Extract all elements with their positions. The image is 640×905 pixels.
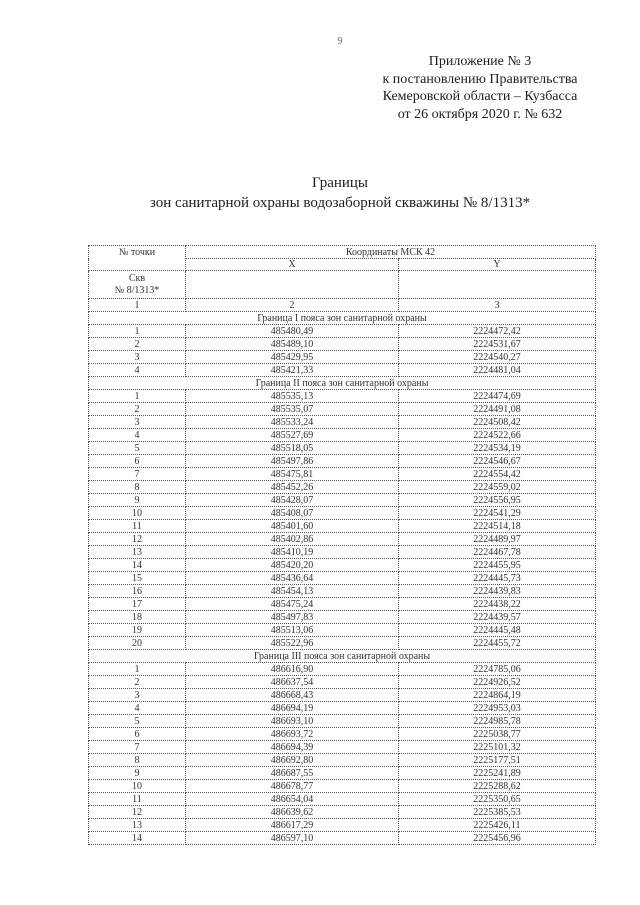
x-coordinate-cell: 486616,90 xyxy=(186,663,399,676)
table-row xyxy=(89,325,596,338)
column-number: 3 xyxy=(399,299,596,312)
x-coordinate-cell: 485535,13 xyxy=(186,390,399,403)
y-coordinate-cell: 2224445,48 xyxy=(399,624,596,637)
x-coordinate-cell: 486687,55 xyxy=(186,767,399,780)
x-coordinate-cell: 486637,54 xyxy=(186,676,399,689)
y-coordinate-cell: 2225241,89 xyxy=(399,767,596,780)
y-coordinate-cell: 2224439,57 xyxy=(399,611,596,624)
table-row xyxy=(89,481,596,494)
point-number-cell: 11 xyxy=(89,520,186,533)
y-coordinate-cell: 2224455,72 xyxy=(399,637,596,650)
y-coordinate-cell: 2224489,97 xyxy=(399,533,596,546)
x-coordinate-cell: 485401,60 xyxy=(186,520,399,533)
y-coordinate-cell: 2224439,83 xyxy=(399,585,596,598)
x-coordinate-cell: 486668,43 xyxy=(186,689,399,702)
table-row xyxy=(89,546,596,559)
x-coordinate-cell: 486692,80 xyxy=(186,754,399,767)
y-coordinate-cell: 2224926,52 xyxy=(399,676,596,689)
x-coordinate-cell: 486694,39 xyxy=(186,741,399,754)
table-row xyxy=(89,351,596,364)
x-coordinate-cell: 485475,24 xyxy=(186,598,399,611)
y-coordinate-cell: 2224445,73 xyxy=(399,572,596,585)
table-header-row xyxy=(89,246,596,259)
empty-cell xyxy=(399,271,596,299)
empty-cell xyxy=(186,271,399,299)
y-coordinate-cell: 2224481,04 xyxy=(399,364,596,377)
x-coordinate-cell: 485452,26 xyxy=(186,481,399,494)
table-row xyxy=(89,390,596,403)
y-coordinate-cell: 2224534,19 xyxy=(399,442,596,455)
table-row xyxy=(89,494,596,507)
point-number-cell: 6 xyxy=(89,728,186,741)
coordinates-table xyxy=(88,245,596,845)
point-number-cell: 9 xyxy=(89,767,186,780)
point-number-cell: 2 xyxy=(89,676,186,689)
point-number-cell: 9 xyxy=(89,494,186,507)
x-coordinate-cell: 485429,95 xyxy=(186,351,399,364)
section-title: Граница III пояса зон санитарной охраны xyxy=(89,650,596,663)
y-coordinate-cell: 2224540,27 xyxy=(399,351,596,364)
well-row xyxy=(89,271,596,299)
point-number-cell: 5 xyxy=(89,715,186,728)
appendix-header xyxy=(360,53,600,123)
table-row xyxy=(89,806,596,819)
x-coordinate-cell: 485408,07 xyxy=(186,507,399,520)
point-number-cell: 11 xyxy=(89,793,186,806)
table-row xyxy=(89,780,596,793)
column-number: 2 xyxy=(186,299,399,312)
document-title xyxy=(90,173,590,213)
point-number-cell: 16 xyxy=(89,585,186,598)
table-row xyxy=(89,819,596,832)
table-row xyxy=(89,767,596,780)
section-header-row xyxy=(89,650,596,663)
title-line: зон санитарной охраны водозаборной скважины № 8/1313* xyxy=(149,195,531,211)
point-number-cell: 3 xyxy=(89,416,186,429)
table-row xyxy=(89,364,596,377)
point-number-cell: 17 xyxy=(89,598,186,611)
y-header: Y xyxy=(399,259,596,271)
y-coordinate-cell: 2225350,65 xyxy=(399,793,596,806)
y-coordinate-cell: 2225101,32 xyxy=(399,741,596,754)
y-coordinate-cell: 2225288,62 xyxy=(399,780,596,793)
point-number-cell: 13 xyxy=(89,819,186,832)
x-coordinate-cell: 485436,64 xyxy=(186,572,399,585)
y-coordinate-cell: 2224864,19 xyxy=(399,689,596,702)
point-number-cell: 5 xyxy=(89,442,186,455)
title-line: Границы xyxy=(311,175,369,191)
x-coordinate-cell: 486678,77 xyxy=(186,780,399,793)
x-coordinate-cell: 486654,04 xyxy=(186,793,399,806)
table-row xyxy=(89,429,596,442)
point-number-cell: 6 xyxy=(89,455,186,468)
y-coordinate-cell: 2224953,03 xyxy=(399,702,596,715)
y-coordinate-cell: 2224985,78 xyxy=(399,715,596,728)
appendix-line: от 26 октября 2020 г. № 632 xyxy=(397,106,563,122)
y-coordinate-cell: 2224472,42 xyxy=(399,325,596,338)
x-coordinate-cell: 485527,69 xyxy=(186,429,399,442)
appendix-line: Кемеровской области – Кузбасса xyxy=(382,89,578,104)
table-row xyxy=(89,689,596,702)
x-coordinate-cell: 486597,10 xyxy=(186,832,399,845)
table-row xyxy=(89,455,596,468)
x-coordinate-cell: 486617,29 xyxy=(186,819,399,832)
well-label: Скв xyxy=(128,272,146,284)
point-number-cell: 7 xyxy=(89,468,186,481)
point-number-cell: 13 xyxy=(89,546,186,559)
column-number: 1 xyxy=(89,299,186,312)
point-number-cell: 8 xyxy=(89,481,186,494)
point-number-cell: 18 xyxy=(89,611,186,624)
point-number-cell: 7 xyxy=(89,741,186,754)
table-row xyxy=(89,611,596,624)
table-row xyxy=(89,741,596,754)
x-coordinate-cell: 485410,19 xyxy=(186,546,399,559)
table-row xyxy=(89,468,596,481)
point-number-cell: 3 xyxy=(89,351,186,364)
y-coordinate-cell: 2225385,53 xyxy=(399,806,596,819)
point-number-cell: 3 xyxy=(89,689,186,702)
point-number-cell: 4 xyxy=(89,429,186,442)
x-coordinate-cell: 485428,07 xyxy=(186,494,399,507)
point-number-cell: 1 xyxy=(89,390,186,403)
section-header-row xyxy=(89,312,596,325)
y-coordinate-cell: 2224556,95 xyxy=(399,494,596,507)
table-row xyxy=(89,572,596,585)
appendix-line: Приложение № 3 xyxy=(428,54,532,69)
x-coordinate-cell: 486693,72 xyxy=(186,728,399,741)
x-coordinate-cell: 485480,49 xyxy=(186,325,399,338)
table-row xyxy=(89,676,596,689)
y-coordinate-cell: 2225038,77 xyxy=(399,728,596,741)
table-row xyxy=(89,507,596,520)
well-label-cell xyxy=(89,271,186,299)
table-row xyxy=(89,728,596,741)
x-coordinate-cell: 485497,83 xyxy=(186,611,399,624)
section-title: Граница I пояса зон санитарной охраны xyxy=(89,312,596,325)
table-row xyxy=(89,832,596,845)
x-coordinate-cell: 485497,86 xyxy=(186,455,399,468)
x-coordinate-cell: 485518,05 xyxy=(186,442,399,455)
y-coordinate-cell: 2224546,67 xyxy=(399,455,596,468)
table-row xyxy=(89,520,596,533)
table-row xyxy=(89,533,596,546)
column-number-row xyxy=(89,299,596,312)
table-row xyxy=(89,338,596,351)
point-number-cell: 14 xyxy=(89,559,186,572)
x-coordinate-cell: 486694,19 xyxy=(186,702,399,715)
y-coordinate-cell: 2224785,06 xyxy=(399,663,596,676)
point-number-cell: 12 xyxy=(89,806,186,819)
x-coordinate-cell: 486693,10 xyxy=(186,715,399,728)
y-coordinate-cell: 2225177,51 xyxy=(399,754,596,767)
point-number-cell: 8 xyxy=(89,754,186,767)
x-coordinate-cell: 485402,86 xyxy=(186,533,399,546)
y-coordinate-cell: 2224522,66 xyxy=(399,429,596,442)
x-header: X xyxy=(186,259,399,271)
point-number-cell: 1 xyxy=(89,325,186,338)
y-coordinate-cell: 2224514,18 xyxy=(399,520,596,533)
table-row xyxy=(89,624,596,637)
point-number-cell: 19 xyxy=(89,624,186,637)
x-coordinate-cell: 486639,62 xyxy=(186,806,399,819)
table-row xyxy=(89,663,596,676)
y-coordinate-cell: 2224474,69 xyxy=(399,390,596,403)
y-coordinate-cell: 2224559,02 xyxy=(399,481,596,494)
y-coordinate-cell: 2224508,42 xyxy=(399,416,596,429)
y-coordinate-cell: 2225456,96 xyxy=(399,832,596,845)
x-coordinate-cell: 485489,10 xyxy=(186,338,399,351)
point-number-header: № точки xyxy=(89,246,186,271)
table-row xyxy=(89,754,596,767)
x-coordinate-cell: 485454,13 xyxy=(186,585,399,598)
table-row xyxy=(89,793,596,806)
point-number-cell: 20 xyxy=(89,637,186,650)
x-coordinate-cell: 485522,96 xyxy=(186,637,399,650)
point-number-cell: 12 xyxy=(89,533,186,546)
table-row xyxy=(89,559,596,572)
table-row xyxy=(89,442,596,455)
point-number-cell: 10 xyxy=(89,780,186,793)
section-header-row xyxy=(89,377,596,390)
point-number-cell: 14 xyxy=(89,832,186,845)
y-coordinate-cell: 2224531,67 xyxy=(399,338,596,351)
x-coordinate-cell: 485420,20 xyxy=(186,559,399,572)
table-row xyxy=(89,598,596,611)
y-coordinate-cell: 2224541,29 xyxy=(399,507,596,520)
table-row xyxy=(89,702,596,715)
y-coordinate-cell: 2225426,11 xyxy=(399,819,596,832)
table-row xyxy=(89,416,596,429)
x-coordinate-cell: 485533,24 xyxy=(186,416,399,429)
table-row xyxy=(89,637,596,650)
table-row xyxy=(89,715,596,728)
y-coordinate-cell: 2224467,78 xyxy=(399,546,596,559)
y-coordinate-cell: 2224438,22 xyxy=(399,598,596,611)
page-number: 9 xyxy=(337,36,343,47)
point-number-cell: 1 xyxy=(89,663,186,676)
x-coordinate-cell: 485535,07 xyxy=(186,403,399,416)
table-row xyxy=(89,403,596,416)
section-title: Граница II пояса зон санитарной охраны xyxy=(89,377,596,390)
y-coordinate-cell: 2224491,08 xyxy=(399,403,596,416)
y-coordinate-cell: 2224554,42 xyxy=(399,468,596,481)
coordinates-header: Координаты МСК 42 xyxy=(186,246,596,259)
y-coordinate-cell: 2224455,95 xyxy=(399,559,596,572)
well-number: № 8/1313* xyxy=(114,284,160,296)
point-number-cell: 4 xyxy=(89,364,186,377)
x-coordinate-cell: 485421,33 xyxy=(186,364,399,377)
point-number-cell: 10 xyxy=(89,507,186,520)
point-number-cell: 2 xyxy=(89,403,186,416)
point-number-cell: 15 xyxy=(89,572,186,585)
x-coordinate-cell: 485513,06 xyxy=(186,624,399,637)
x-coordinate-cell: 485475,81 xyxy=(186,468,399,481)
appendix-line: к постановлению Правительства xyxy=(382,71,578,87)
point-number-cell: 4 xyxy=(89,702,186,715)
table-row xyxy=(89,585,596,598)
point-number-cell: 2 xyxy=(89,338,186,351)
